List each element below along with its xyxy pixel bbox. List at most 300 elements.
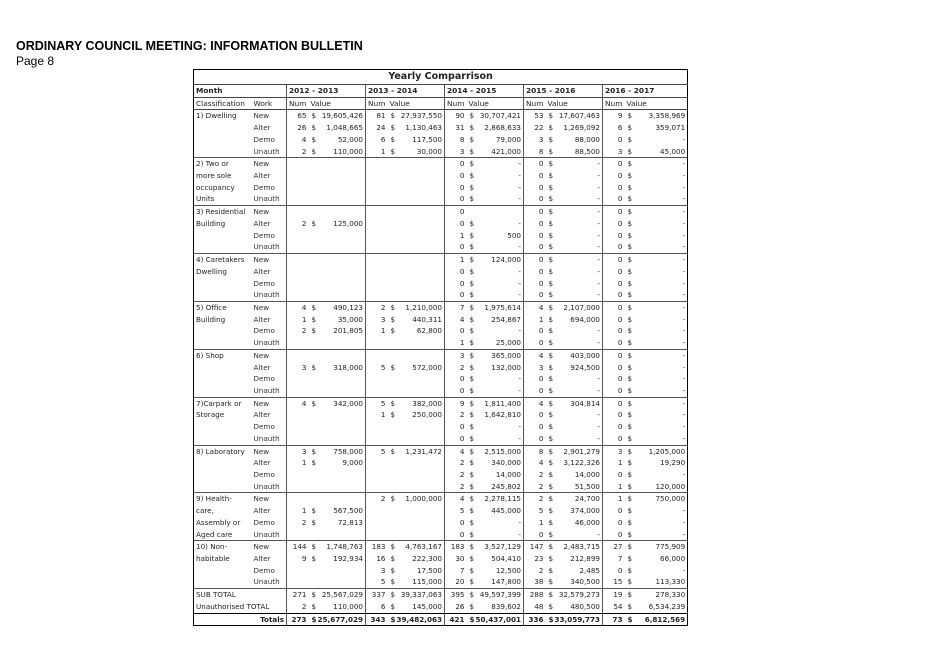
currency-symbol: $: [469, 182, 475, 192]
table-row: [194, 122, 688, 134]
value-cell: [625, 541, 688, 553]
currency-symbol: $: [311, 314, 317, 324]
amount: 1,269,092: [563, 123, 600, 133]
num-cell: 0: [603, 362, 625, 374]
value-cell: [546, 301, 603, 313]
currency-symbol: $: [469, 326, 475, 336]
value-cell: [625, 601, 688, 613]
amount: -: [682, 218, 686, 228]
value-cell: [625, 553, 688, 565]
num-cell: 147: [524, 541, 546, 553]
num-cell: [366, 254, 388, 266]
currency-symbol: $: [469, 362, 475, 372]
num-cell: [366, 457, 388, 469]
amount: 445,000: [491, 506, 521, 516]
amount: 1,748,763: [326, 542, 363, 552]
classification-cell: 10) Non-: [194, 541, 252, 553]
value-cell: [388, 565, 445, 577]
num-cell: [287, 469, 309, 481]
amount: 201,805: [333, 326, 363, 336]
value-cell: [546, 146, 603, 158]
num-cell: 0: [524, 337, 546, 349]
num-cell: 2: [287, 517, 309, 529]
num-cell: 3: [287, 362, 309, 374]
currency-symbol: $: [627, 374, 633, 384]
amount: 120,000: [655, 481, 686, 491]
value-cell: [467, 529, 524, 541]
currency-symbol: $: [627, 458, 633, 468]
currency-symbol: $: [548, 601, 554, 611]
num-cell: 0: [524, 206, 546, 218]
table-row: [194, 278, 688, 290]
value-cell: [388, 110, 445, 122]
value-cell: [625, 385, 688, 397]
value-cell: [625, 158, 688, 170]
value-cell: [467, 457, 524, 469]
num-cell: 0: [603, 182, 625, 194]
currency-symbol: $: [311, 398, 317, 408]
value-cell: [546, 289, 603, 301]
amount: 24,700: [574, 494, 600, 504]
work-cell: Alter: [253, 506, 271, 516]
table-row: [194, 134, 688, 146]
value-cell: [309, 493, 366, 505]
work-cell: New: [252, 110, 287, 122]
currency-symbol: $: [390, 362, 396, 372]
bulletin-title: ORDINARY COUNCIL MEETING: INFORMATION BULLETIN: [16, 39, 363, 53]
num-cell: 0: [603, 385, 625, 397]
currency-symbol: $: [548, 398, 554, 408]
num-cell: 0: [445, 289, 467, 301]
value-cell: [467, 541, 524, 553]
amount: 19,290: [660, 458, 686, 468]
amount: 35,000: [337, 314, 363, 324]
currency-symbol: $: [390, 123, 396, 133]
currency-symbol: $: [469, 338, 475, 348]
classification-cell: 1) Dwelling: [194, 110, 252, 122]
num-cell: [287, 170, 309, 182]
num-cell: 0: [445, 206, 467, 218]
value-cell: [309, 170, 366, 182]
currency-symbol: $: [548, 278, 554, 288]
num-cell: 0: [524, 158, 546, 170]
num-cell: 2: [287, 601, 309, 613]
currency-symbol: $: [469, 554, 475, 564]
table-row: [194, 325, 688, 337]
table-row: [194, 170, 688, 182]
classification-cell: [194, 373, 252, 385]
table-row: [194, 337, 688, 349]
amount: 46,000: [574, 517, 600, 527]
currency-symbol: $: [548, 529, 554, 539]
amount: 6,534,239: [648, 601, 686, 611]
value-cell: [625, 266, 688, 278]
num-cell: 0: [524, 278, 546, 290]
amount: -: [597, 207, 600, 217]
work-cell: Alter: [253, 266, 271, 276]
currency-symbol: $: [311, 362, 317, 372]
amount: 25,000: [495, 338, 521, 348]
amount: -: [518, 385, 521, 395]
num-cell: 6: [366, 601, 388, 613]
amount: 88,000: [574, 134, 600, 144]
amount: -: [682, 314, 686, 324]
value-cell: [546, 314, 603, 326]
totals-row: [194, 613, 688, 626]
value-header: Value: [625, 97, 688, 110]
work-cell: Unauth: [253, 242, 280, 252]
num-cell: 0: [524, 433, 546, 445]
num-cell: 4: [445, 314, 467, 326]
num-cell: [287, 278, 309, 290]
amount: -: [597, 326, 600, 336]
value-cell: [546, 421, 603, 433]
amount: 33,059,773: [554, 614, 600, 624]
value-cell: [625, 565, 688, 577]
currency-symbol: $: [627, 230, 633, 240]
num-cell: 0: [524, 218, 546, 230]
table-row: [194, 314, 688, 326]
table-row: [194, 541, 688, 553]
amount: 9,000: [342, 458, 363, 468]
value-cell: [625, 469, 688, 481]
num-cell: 5: [366, 397, 388, 409]
table-row: [194, 289, 688, 301]
amount: 19,605,426: [321, 111, 363, 121]
num-cell: 0: [603, 170, 625, 182]
num-cell: 0: [445, 433, 467, 445]
value-cell: [625, 529, 688, 541]
num-cell: 0: [445, 421, 467, 433]
value-cell: [309, 613, 366, 626]
num-cell: 4: [445, 493, 467, 505]
amount: -: [597, 410, 600, 420]
value-header: Value: [309, 97, 366, 110]
classification-cell: 6) Shop: [194, 349, 252, 361]
num-cell: [366, 529, 388, 541]
amount: 1,130,463: [405, 123, 442, 133]
work-cell: Demo: [253, 470, 275, 479]
table-row: [194, 481, 688, 493]
classification-cell: Units: [194, 193, 252, 205]
num-cell: 0: [603, 254, 625, 266]
value-cell: [309, 325, 366, 337]
value-cell: [467, 576, 524, 588]
currency-symbol: $: [469, 266, 475, 276]
amount: -: [518, 290, 521, 300]
num-cell: 19: [603, 589, 625, 601]
num-cell: 3: [524, 134, 546, 146]
num-cell: 0: [524, 266, 546, 278]
currency-symbol: $: [469, 374, 475, 384]
value-cell: [388, 493, 445, 505]
num-cell: [366, 433, 388, 445]
currency-symbol: $: [311, 458, 317, 468]
work-cell: Demo: [253, 182, 275, 192]
table-row: [194, 565, 688, 577]
num-cell: 20: [445, 576, 467, 588]
amount: -: [597, 159, 600, 169]
num-cell: 0: [524, 289, 546, 301]
amount: -: [682, 159, 686, 169]
num-cell: 4: [287, 301, 309, 313]
num-cell: [366, 218, 388, 230]
value-cell: [546, 409, 603, 421]
work-cell: Alter: [253, 171, 271, 181]
value-cell: [388, 230, 445, 242]
num-cell: 3: [366, 314, 388, 326]
num-cell: 0: [603, 278, 625, 290]
table-row: [194, 457, 688, 469]
work-cell: New: [252, 301, 287, 313]
value-cell: [625, 218, 688, 230]
value-cell: [388, 266, 445, 278]
value-cell: [625, 349, 688, 361]
amount: 318,000: [333, 362, 363, 372]
num-cell: 5: [366, 362, 388, 374]
amount: 110,000: [333, 146, 363, 156]
currency-symbol: $: [469, 590, 475, 600]
currency-symbol: $: [627, 111, 633, 121]
value-cell: [625, 122, 688, 134]
value-cell: [309, 481, 366, 493]
value-cell: [546, 576, 603, 588]
num-cell: 0: [524, 529, 546, 541]
num-cell: [366, 517, 388, 529]
table-row: [194, 110, 688, 122]
value-cell: [467, 241, 524, 253]
yearly-comparison-table: [193, 69, 688, 626]
num-cell: 5: [366, 445, 388, 457]
num-cell: [366, 182, 388, 194]
value-cell: [467, 373, 524, 385]
currency-symbol: $: [627, 494, 633, 504]
currency-symbol: $: [311, 517, 317, 527]
currency-symbol: $: [548, 422, 554, 432]
amount: -: [682, 302, 686, 312]
table-row: [194, 433, 688, 445]
value-cell: [467, 362, 524, 374]
amount: 2,868,633: [484, 123, 521, 133]
amount: -: [518, 422, 521, 432]
num-cell: 3: [366, 565, 388, 577]
num-cell: 1: [603, 481, 625, 493]
value-cell: [546, 337, 603, 349]
value-cell: [388, 481, 445, 493]
amount: -: [682, 255, 686, 265]
amount: 3,122,326: [563, 458, 600, 468]
amount: -: [682, 134, 686, 144]
num-cell: 0: [603, 517, 625, 529]
currency-symbol: $: [627, 422, 633, 432]
value-cell: [309, 110, 366, 122]
amount: -: [682, 326, 686, 336]
value-cell: [309, 182, 366, 194]
amount: -: [597, 194, 600, 204]
num-cell: 81: [366, 110, 388, 122]
amount: 25,677,029: [317, 614, 363, 624]
currency-symbol: $: [627, 326, 633, 336]
value-cell: [309, 193, 366, 205]
work-cell: Unauth: [253, 433, 280, 443]
value-cell: [388, 457, 445, 469]
value-cell: [309, 230, 366, 242]
classification-cell: 7)Carpark or: [194, 397, 252, 409]
value-cell: [546, 397, 603, 409]
classification-cell: 8) Laboratory: [194, 445, 252, 457]
num-cell: 2: [445, 362, 467, 374]
num-cell: 4: [445, 445, 467, 457]
classification-cell: [194, 469, 252, 481]
currency-symbol: $: [469, 350, 475, 360]
work-cell: New: [252, 254, 287, 266]
currency-symbol: $: [627, 506, 633, 516]
amount: 17,500: [416, 565, 442, 575]
work-cell: Demo: [253, 230, 275, 240]
amount: 50,437,001: [475, 614, 521, 624]
value-cell: [467, 301, 524, 313]
value-cell: [309, 589, 366, 601]
unauthorised-total-row: [194, 601, 688, 613]
value-header: Value: [546, 97, 603, 110]
value-cell: [388, 134, 445, 146]
currency-symbol: $: [469, 577, 475, 587]
num-cell: 1: [524, 517, 546, 529]
value-cell: [388, 170, 445, 182]
classification-cell: [194, 576, 252, 588]
num-cell: [366, 170, 388, 182]
currency-symbol: $: [627, 218, 633, 228]
num-cell: 1: [445, 337, 467, 349]
num-cell: 0: [445, 193, 467, 205]
amount: 115,000: [412, 577, 442, 587]
work-cell: Unauth: [253, 577, 280, 587]
currency-symbol: $: [548, 230, 554, 240]
value-cell: [467, 325, 524, 337]
subtotal-row: [194, 589, 688, 601]
work-cell: Demo: [253, 278, 275, 288]
num-cell: 54: [603, 601, 625, 613]
num-cell: 4: [524, 457, 546, 469]
work-cell: Unauth: [253, 529, 280, 539]
value-cell: [309, 122, 366, 134]
amount: 124,000: [491, 255, 521, 265]
num-cell: 2: [524, 493, 546, 505]
work-cell: Alter: [253, 314, 271, 324]
value-cell: [546, 218, 603, 230]
amount: -: [682, 517, 686, 527]
value-cell: [467, 589, 524, 601]
value-cell: [467, 385, 524, 397]
value-cell: [625, 110, 688, 122]
value-cell: [467, 397, 524, 409]
classification-cell: [194, 481, 252, 493]
amount: 340,000: [491, 458, 521, 468]
currency-symbol: $: [469, 230, 475, 240]
value-cell: [625, 182, 688, 194]
amount: 359,071: [655, 123, 686, 133]
value-cell: [625, 314, 688, 326]
currency-symbol: $: [311, 134, 317, 144]
currency-symbol: $: [390, 146, 396, 156]
work-cell: Demo: [253, 374, 275, 384]
amount: -: [597, 242, 600, 252]
unauthorised-total-row-label: Unauthorised TOTAL: [194, 601, 287, 613]
amount: -: [597, 266, 600, 276]
value-cell: [309, 421, 366, 433]
num-cell: 3: [603, 445, 625, 457]
currency-symbol: $: [548, 242, 554, 252]
num-cell: 0: [603, 373, 625, 385]
currency-symbol: $: [548, 554, 554, 564]
work-cell: Unauth: [253, 290, 280, 300]
currency-symbol: $: [548, 470, 554, 479]
value-cell: [625, 193, 688, 205]
value-cell: [309, 385, 366, 397]
page-number: Page 8: [16, 54, 55, 68]
num-cell: 0: [445, 158, 467, 170]
num-cell: 1: [366, 325, 388, 337]
num-cell: [366, 421, 388, 433]
amount: -: [597, 422, 600, 432]
num-cell: 3: [603, 146, 625, 158]
amount: -: [682, 171, 686, 181]
currency-symbol: $: [469, 159, 475, 169]
totals-row-label: Totals: [194, 613, 287, 626]
num-cell: 1: [445, 230, 467, 242]
table-row: [194, 553, 688, 565]
num-cell: 2: [287, 325, 309, 337]
value-cell: [309, 349, 366, 361]
amount: -: [597, 338, 600, 348]
currency-symbol: $: [548, 614, 554, 624]
currency-symbol: $: [548, 134, 554, 144]
value-cell: [467, 445, 524, 457]
num-cell: 2: [445, 457, 467, 469]
currency-symbol: $: [469, 614, 475, 624]
amount: 1,205,000: [648, 446, 686, 456]
currency-symbol: $: [548, 123, 554, 133]
num-cell: 0: [603, 529, 625, 541]
amount: 500: [507, 230, 521, 240]
amount: 504,410: [491, 554, 521, 564]
currency-symbol: $: [469, 385, 475, 395]
amount: 52,000: [337, 134, 363, 144]
value-cell: [467, 349, 524, 361]
value-cell: [625, 613, 688, 626]
num-cell: 0: [445, 385, 467, 397]
year-header: 2014 - 2015: [445, 85, 524, 98]
num-cell: 3: [445, 146, 467, 158]
work-cell: Alter: [253, 218, 271, 228]
num-cell: 0: [524, 421, 546, 433]
currency-symbol: $: [627, 542, 633, 552]
num-cell: [287, 385, 309, 397]
num-cell: 16: [366, 553, 388, 565]
currency-symbol: $: [469, 433, 475, 443]
value-cell: [467, 254, 524, 266]
currency-symbol: $: [627, 171, 633, 181]
amount: -: [518, 218, 521, 228]
value-cell: [388, 433, 445, 445]
amount: -: [682, 350, 686, 360]
amount: 2,278,115: [484, 494, 521, 504]
currency-symbol: $: [469, 565, 475, 575]
value-cell: [467, 146, 524, 158]
value-cell: [467, 289, 524, 301]
classification-cell: Assembly or: [194, 517, 252, 529]
work-cell: Unauth: [253, 338, 280, 348]
